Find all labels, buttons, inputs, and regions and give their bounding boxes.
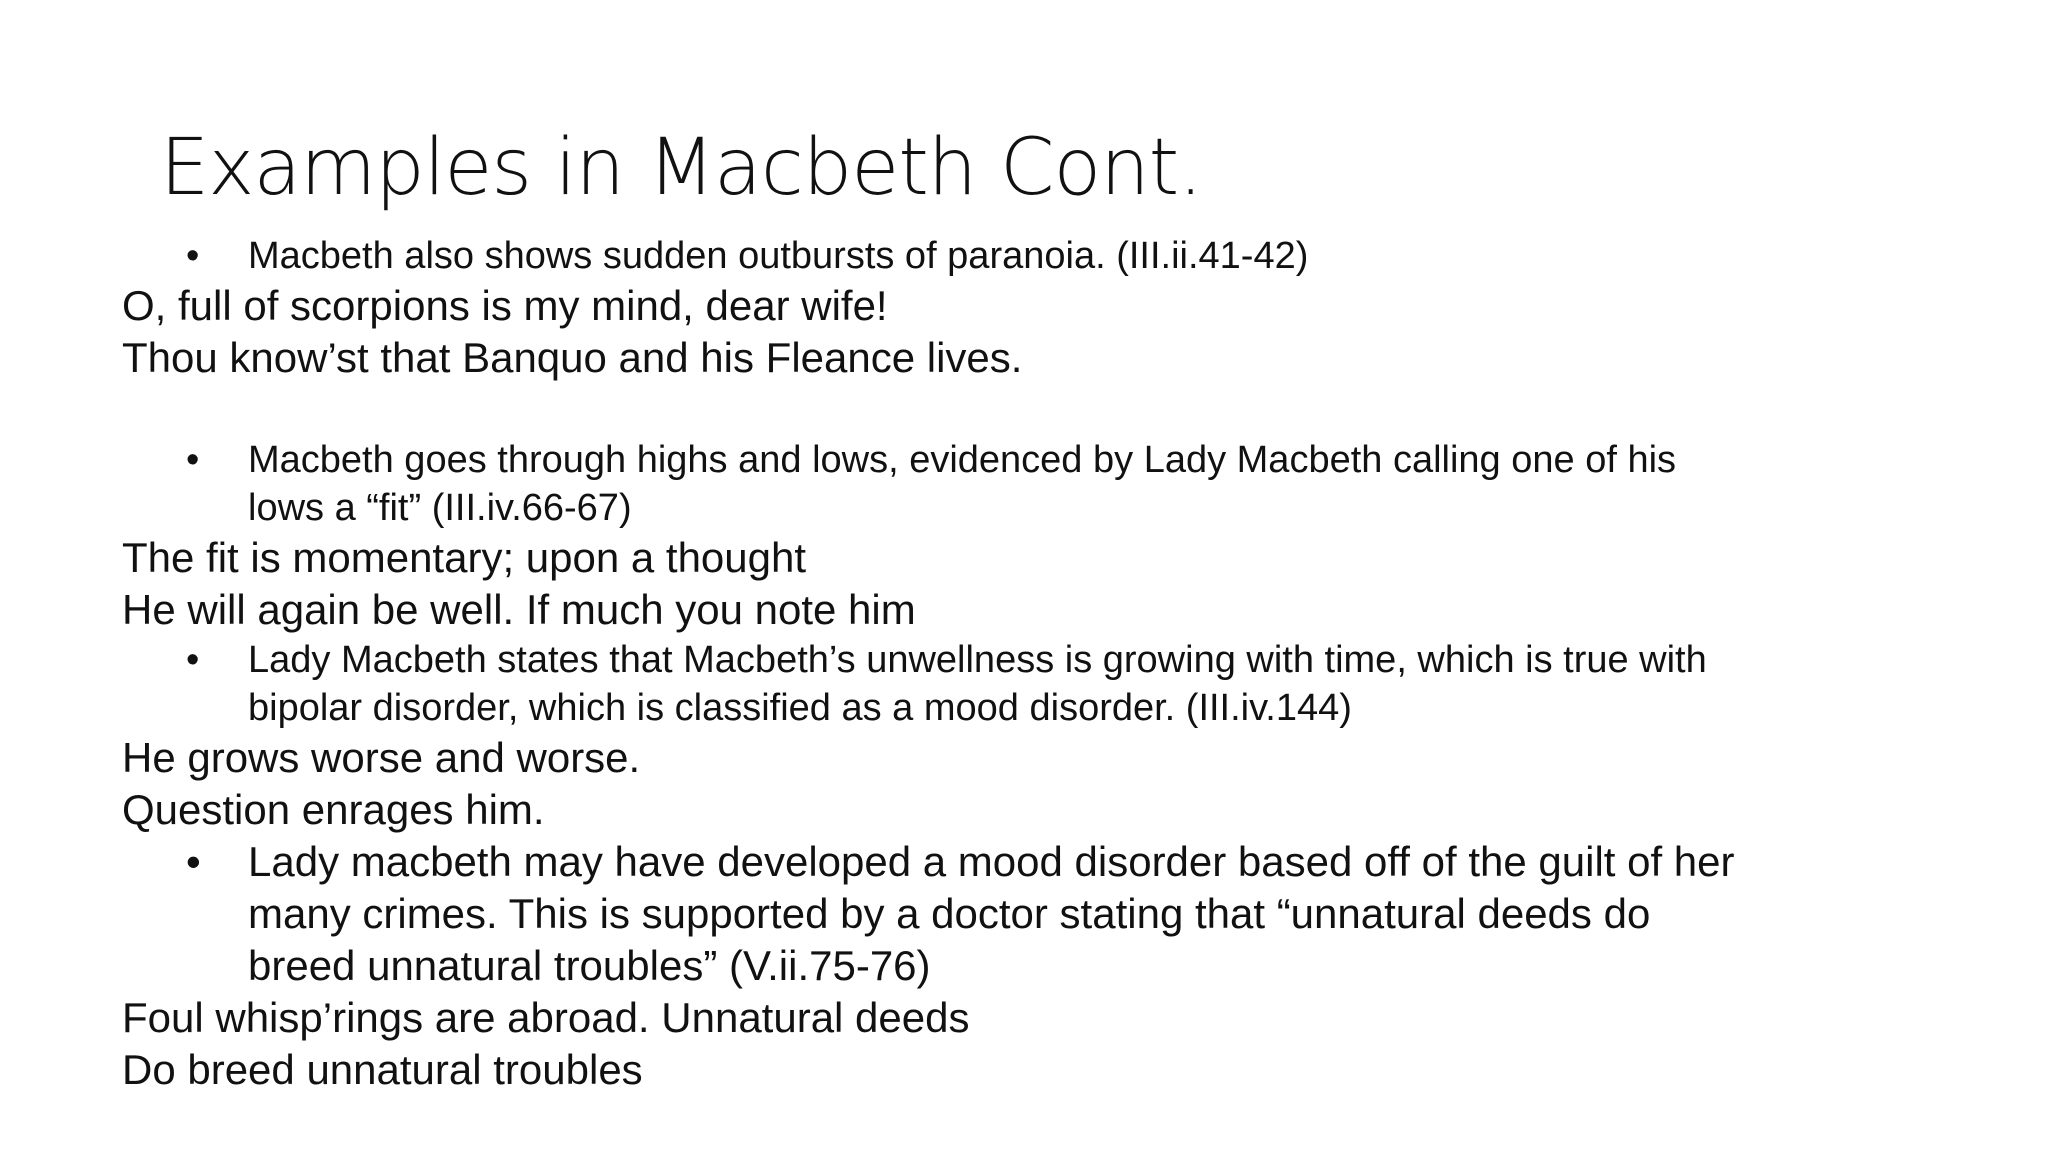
- bullet-text: Macbeth also shows sudden outbursts of paranoia. (III.ii.41-42): [248, 235, 1309, 277]
- bullet-dot-icon: •: [186, 235, 200, 277]
- bullet-text: Macbeth goes through highs and lows, evidenced by Lady Macbeth calling one of his lows a “fit” (III.iv.66-67): [248, 439, 1677, 529]
- quote-line: Foul whisp’rings are abroad. Unnatural deeds: [122, 994, 970, 1041]
- bullet-text: Lady macbeth may have developed a mood disorder based off of the guilt of her many crimes. This is supported by a doctor stating that “unnatural deeds do breed unnatural troubles” (V.ii.75-76): [248, 838, 1735, 989]
- quote-line: O, full of scorpions is my mind, dear wife!: [122, 282, 888, 329]
- slide-title: Examples in Macbeth Cont.: [160, 123, 1203, 213]
- bullet-dot-icon: •: [186, 639, 200, 681]
- bullet-item: [122, 436, 1762, 532]
- quote-line: Question enrages him.: [122, 786, 545, 833]
- quote-line: He will again be well. If much you note him: [122, 586, 916, 633]
- spacer: [122, 384, 1762, 436]
- bullet-item: [122, 636, 1762, 732]
- quote-line: Do breed unnatural troubles: [122, 1046, 643, 1093]
- quote-line: He grows worse and worse.: [122, 734, 641, 781]
- quote-line: Thou know’st that Banquo and his Fleance lives.: [122, 334, 1023, 381]
- bullet-item: [122, 232, 1762, 280]
- bullet-dot-icon: •: [186, 838, 201, 885]
- slide-body: [122, 232, 1762, 1096]
- bullet-text: Lady Macbeth states that Macbeth’s unwellness is growing with time, which is true with bipolar disorder, which is classified as a mood disorder. (III.iv.144): [248, 639, 1707, 729]
- bullet-item: [122, 836, 1762, 992]
- quote-line: The fit is momentary; upon a thought: [122, 534, 807, 581]
- bullet-dot-icon: •: [186, 439, 200, 481]
